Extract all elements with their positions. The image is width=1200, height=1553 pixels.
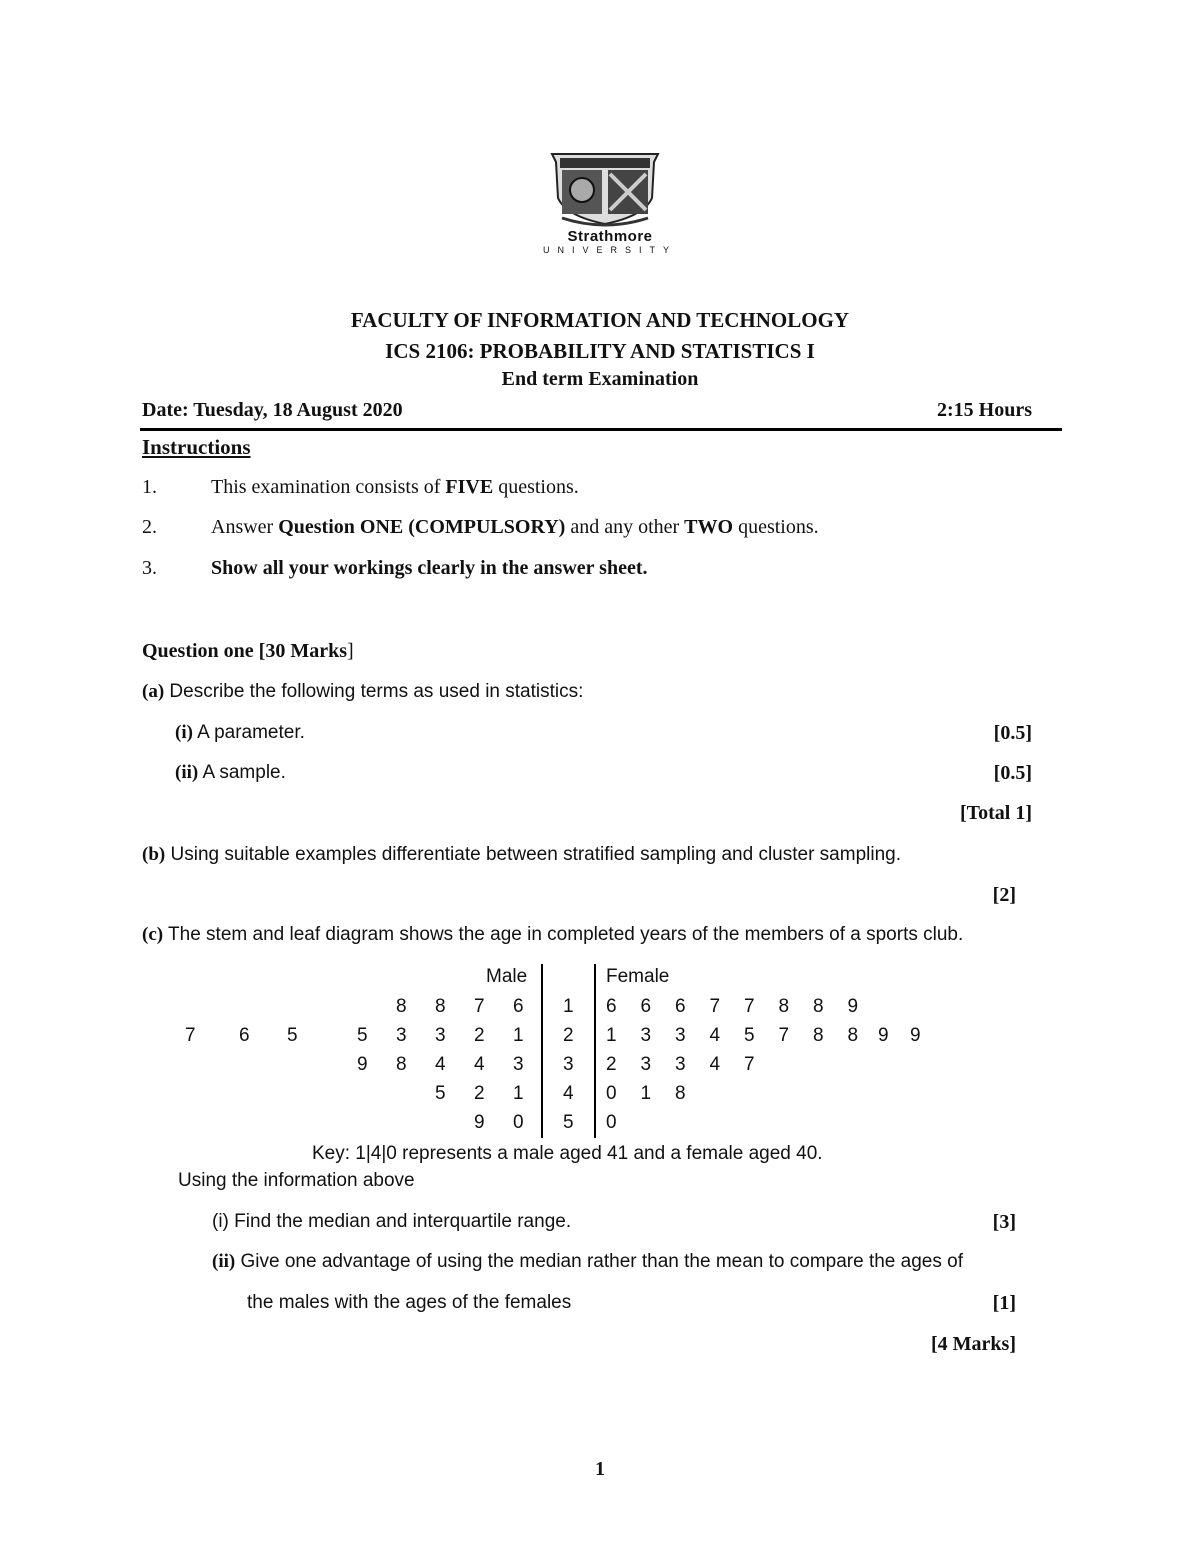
part-a-total: [Total 1] [959, 802, 1032, 824]
female-leaf: 6 [606, 996, 617, 1017]
female-leaf: 4 [709, 1054, 721, 1075]
part-a-text: (a) Describe the following terms as used in statistics: [142, 681, 584, 702]
male-leaf: 0 [513, 1112, 524, 1133]
female-heading: Female [606, 966, 670, 987]
question-one-heading: Question one [30 Marks] [142, 640, 354, 662]
male-leaf: 1 [513, 1025, 524, 1046]
part-a-i-marks: [0.5] [993, 722, 1032, 744]
male-leaf: 2 [474, 1083, 485, 1104]
female-leaf: 6 [640, 996, 652, 1017]
instruction-2: Answer Question ONE (COMPULSORY) and any other TWO questions. [211, 516, 819, 538]
stem-leaf-key: Key: 1|4|0 represents a male aged 41 and a female aged 40. [312, 1143, 823, 1164]
male-heading: Male [486, 966, 528, 987]
male-leaf: 3 [396, 1025, 407, 1046]
part-c-ii-marks: [1] [992, 1292, 1016, 1314]
instruction-3-number: 3. [142, 557, 157, 579]
female-leaf: 0 [606, 1112, 617, 1133]
stem-value: 5 [563, 1112, 574, 1133]
female-leaf: 8 [847, 1025, 859, 1046]
instruction-1-number: 1. [142, 476, 157, 498]
male-leaf: 8 [435, 996, 446, 1017]
female-leaf: 3 [675, 1054, 686, 1075]
female-leaf: 5 [744, 1025, 755, 1046]
male-leaf: 3 [435, 1025, 446, 1046]
female-leaf: 6 [675, 996, 686, 1017]
female-leaf: 8 [813, 1025, 824, 1046]
faculty-title: FACULTY OF INFORMATION AND TECHNOLOGY [350, 308, 850, 332]
part-c-ii-text-continued: the males with the ages of the females [247, 1292, 572, 1313]
stem-value: 1 [563, 996, 574, 1017]
female-leaf: 7 [744, 996, 755, 1017]
female-divider-line [594, 964, 596, 1138]
male-leaf: 5 [435, 1083, 446, 1104]
course-title: ICS 2106: PROBABILITY AND STATISTICS I [385, 339, 815, 363]
male-leaf: 9 [474, 1112, 485, 1133]
part-c-i-text: (i) Find the median and interquartile range. [212, 1211, 572, 1232]
instruction-1: This examination consists of FIVE questions. [211, 476, 579, 498]
female-leaf: 1 [606, 1025, 617, 1046]
male-leaf: 4 [435, 1054, 446, 1075]
part-a-ii-marks: [0.5] [993, 762, 1032, 784]
male-divider-line [541, 964, 543, 1138]
female-leaf: 8 [675, 1083, 686, 1104]
male-leaf: 4 [474, 1054, 485, 1075]
using-information-text: Using the information above [178, 1170, 415, 1191]
page-number: 1 [595, 1458, 605, 1480]
male-leaf: 9 [357, 1054, 368, 1075]
part-c-ii-text: (ii) Give one advantage of using the median rather than the mean to compare the ages of [212, 1251, 963, 1272]
part-b-marks: [2] [992, 884, 1016, 906]
male-leaf: 2 [474, 1025, 485, 1046]
male-leaf: 7 [474, 996, 485, 1017]
female-leaf: 8 [778, 996, 790, 1017]
female-leaf: 7 [778, 1025, 790, 1046]
part-c-total: [4 Marks] [931, 1333, 1016, 1355]
female-leaf: 3 [640, 1054, 652, 1075]
university-name: Strathmore [567, 228, 653, 245]
female-leaf: 9 [878, 1025, 889, 1046]
male-leaf: 8 [396, 996, 407, 1017]
male-leaf: 6 [239, 1025, 250, 1046]
exam-type: End term Examination [501, 368, 699, 390]
stem-value: 3 [563, 1054, 574, 1075]
female-leaf: 7 [709, 996, 721, 1017]
instruction-2-number: 2. [142, 516, 157, 538]
female-leaf: 9 [910, 1025, 921, 1046]
male-leaf: 6 [513, 996, 524, 1017]
stem-value: 4 [563, 1083, 574, 1104]
instruction-3: Show all your workings clearly in the answer sheet. [211, 557, 648, 579]
male-leaf: 3 [513, 1054, 524, 1075]
exam-date: Date: Tuesday, 18 August 2020 [142, 399, 403, 421]
female-leaf: 0 [606, 1083, 617, 1104]
header-divider [140, 428, 1062, 431]
part-a-i-text: (i) A parameter. [175, 722, 305, 743]
part-c-text: (c) The stem and leaf diagram shows the age in completed years of the members of a sports club. [142, 924, 964, 945]
female-leaf: 3 [640, 1025, 652, 1046]
university-subtitle: UNIVERSITY [542, 245, 677, 255]
female-leaf: 7 [744, 1054, 755, 1075]
male-leaf: 7 [185, 1025, 196, 1046]
male-leaf: 8 [396, 1054, 407, 1075]
female-leaf: 9 [847, 996, 859, 1017]
female-leaf: 3 [675, 1025, 686, 1046]
male-leaf: 1 [513, 1083, 524, 1104]
female-leaf: 8 [813, 996, 824, 1017]
instructions-heading: Instructions [142, 435, 251, 459]
male-leaf: 5 [357, 1025, 368, 1046]
male-leaf: 5 [287, 1025, 298, 1046]
part-b-text: (b) Using suitable examples differentiate between stratified sampling and cluster sampling. [142, 844, 902, 865]
exam-duration: 2:15 Hours [937, 399, 1032, 421]
stem-value: 2 [563, 1025, 574, 1046]
female-leaf: 2 [606, 1054, 617, 1075]
female-leaf: 4 [709, 1025, 721, 1046]
part-a-ii-text: (ii) A sample. [175, 762, 286, 783]
part-c-i-marks: [3] [992, 1211, 1016, 1233]
female-leaf: 1 [640, 1083, 652, 1104]
